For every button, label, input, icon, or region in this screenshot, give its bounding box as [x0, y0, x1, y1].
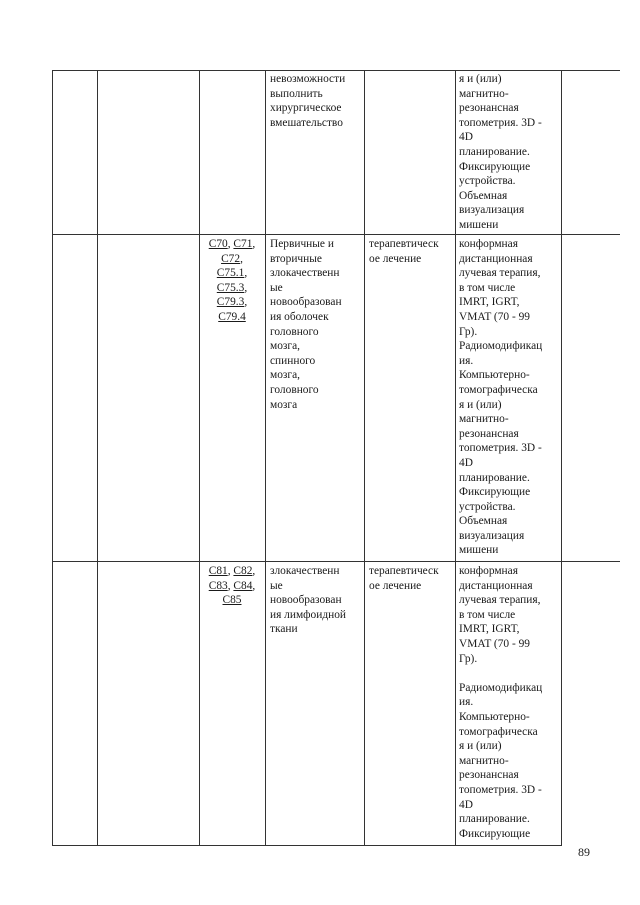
method-text-line: конформная: [459, 238, 518, 250]
icd-code-line: [200, 593, 264, 608]
method-text-line: Компьютерно-: [459, 369, 530, 382]
icd-code-link[interactable]: C82: [233, 565, 253, 577]
condition-text-line: злокачественн: [270, 267, 340, 280]
method-text-line: резонансная: [459, 427, 519, 440]
icd-code-line: [200, 564, 264, 579]
method-text-line: IMRT, IGRT,: [459, 623, 520, 636]
method-text-line: Объемная: [459, 189, 508, 202]
condition-text-line: ия оболочек: [270, 310, 329, 323]
icd-code-link[interactable]: C70: [208, 238, 228, 250]
row3-codes-cell: [200, 564, 264, 608]
method-text-line: топометрия. 3D -: [459, 783, 542, 796]
condition-text-line: новообразован: [270, 296, 342, 309]
method-text-line: планирование.: [459, 145, 530, 158]
icd-code-line: [200, 281, 264, 296]
table-top-border: [52, 70, 620, 71]
col-border-6: [561, 70, 562, 846]
code-separator: ,: [240, 252, 243, 265]
method-text-line: устройства.: [459, 500, 516, 513]
icd-code-line: [200, 237, 264, 252]
code-separator: ,: [227, 579, 234, 592]
condition-text-line: злокачественн: [270, 565, 340, 577]
icd-code-link[interactable]: C79.3: [216, 296, 245, 309]
icd-code-line: [200, 252, 264, 267]
method-text-line: Радиомодификац: [459, 681, 543, 694]
method-text-line: устройства.: [459, 175, 516, 188]
row1-condition-cell: [270, 72, 364, 130]
condition-text-line: головного: [270, 325, 319, 338]
code-separator: ,: [252, 565, 256, 577]
icd-code-line: [200, 295, 264, 310]
icd-code-link[interactable]: C75.1: [216, 267, 245, 280]
icd-code-link[interactable]: C71: [233, 238, 253, 250]
treatment-text-line: ое лечение: [369, 579, 422, 592]
method-text-line: IMRT, IGRT,: [459, 296, 520, 309]
condition-text-line: хирургическое: [270, 102, 342, 115]
table-bottom-border: [52, 845, 562, 846]
icd-code-link[interactable]: C81: [208, 565, 228, 577]
method-text-line: 4D: [459, 131, 473, 144]
method-text-line: VMAT (70 - 99: [459, 310, 530, 323]
code-separator: ,: [227, 565, 234, 577]
icd-code-line: [200, 266, 264, 281]
condition-text-line: ткани: [270, 623, 298, 636]
condition-text-line: спинного: [270, 354, 316, 367]
row2-condition-cell: [270, 237, 364, 412]
method-text-line: Фиксирующие: [459, 827, 531, 840]
icd-code-link[interactable]: C84: [233, 579, 253, 592]
method-text-line: [459, 666, 561, 681]
method-text-line: ия.: [459, 354, 474, 367]
method-text-line: резонансная: [459, 769, 519, 782]
icd-code-link[interactable]: C79.4: [218, 310, 246, 323]
method-text-line: томографическа: [459, 383, 538, 396]
method-text-line: дистанционная: [459, 579, 533, 592]
condition-text-line: мозга,: [270, 340, 300, 353]
method-text-line: мишени: [459, 218, 499, 231]
method-text-line: Гр).: [459, 652, 478, 665]
row3-treatment-cell: [369, 564, 455, 593]
icd-code-link[interactable]: C83: [208, 579, 228, 592]
col-border-2: [199, 70, 200, 846]
condition-text-line: ые: [270, 281, 283, 294]
method-text-line: планирование.: [459, 813, 530, 826]
col-border-3: [265, 70, 266, 846]
method-text-line: магнитно-: [459, 87, 509, 100]
row2-codes-cell: [200, 237, 264, 325]
method-text-line: топометрия. 3D -: [459, 116, 542, 129]
row1-method-cell: [459, 72, 561, 233]
method-text-line: резонансная: [459, 102, 519, 115]
method-text-line: планирование.: [459, 471, 530, 484]
condition-text-line: головного: [270, 383, 319, 396]
treatment-text-line: ое лечение: [369, 252, 422, 265]
method-text-line: в том числе: [459, 281, 516, 294]
icd-code-link[interactable]: C85: [222, 594, 242, 607]
code-separator: ,: [252, 579, 256, 592]
code-separator: ,: [252, 238, 256, 250]
icd-code-link[interactable]: C75.3: [216, 281, 245, 294]
method-text-line: Фиксирующие: [459, 160, 531, 173]
method-text-line: лучевая терапия,: [459, 594, 541, 607]
method-text-line: Фиксирующие: [459, 486, 531, 499]
method-text-line: дистанционная: [459, 252, 533, 265]
method-text-line: визуализация: [459, 529, 525, 542]
method-text-line: я и (или): [459, 73, 502, 85]
condition-text-line: мозга: [270, 398, 298, 411]
icd-code-link[interactable]: C72: [221, 252, 241, 265]
condition-text-line: мозга,: [270, 369, 300, 382]
page-number: 89: [578, 845, 590, 859]
row3-method-cell: [459, 564, 561, 841]
row3-condition-cell: [270, 564, 364, 637]
col-border-4: [364, 70, 365, 846]
condition-text-line: вмешательство: [270, 116, 343, 129]
code-separator: ,: [244, 267, 248, 280]
method-text-line: визуализация: [459, 204, 525, 217]
condition-text-line: выполнить: [270, 87, 323, 100]
method-text-line: в том числе: [459, 608, 516, 621]
method-text-line: я и (или): [459, 740, 502, 753]
method-text-line: лучевая терапия,: [459, 267, 541, 280]
method-text-line: 4D: [459, 798, 473, 811]
method-text-line: я и (или): [459, 398, 502, 411]
method-text-line: Гр).: [459, 325, 478, 338]
condition-text-line: вторичные: [270, 252, 322, 265]
treatment-text-line: терапевтическ: [369, 565, 439, 577]
method-text-line: конформная: [459, 565, 518, 577]
method-text-line: магнитно-: [459, 754, 509, 767]
condition-text-line: новообразован: [270, 594, 342, 607]
row-divider-2: [52, 561, 620, 562]
method-text-line: ия.: [459, 696, 474, 709]
method-text-line: VMAT (70 - 99: [459, 637, 530, 650]
condition-text-line: ия лимфоидной: [270, 608, 347, 621]
method-text-line: магнитно-: [459, 413, 509, 426]
method-text-line: Радиомодификац: [459, 340, 543, 353]
code-separator: ,: [227, 238, 234, 250]
condition-text-line: Первичные и: [270, 238, 334, 250]
col-border-1: [97, 70, 98, 846]
method-text-line: 4D: [459, 456, 473, 469]
condition-text-line: невозможности: [270, 73, 346, 85]
icd-code-line: [200, 579, 264, 594]
method-text-line: Объемная: [459, 515, 508, 528]
col-border-5: [455, 70, 456, 846]
code-separator: ,: [244, 296, 248, 309]
condition-text-line: ые: [270, 579, 283, 592]
method-text-line: мишени: [459, 544, 499, 557]
col-border-0: [52, 70, 53, 846]
method-text-line: топометрия. 3D -: [459, 442, 542, 455]
code-separator: ,: [244, 281, 248, 294]
icd-code-line: [200, 310, 264, 325]
method-text-line: Компьютерно-: [459, 710, 530, 723]
row2-treatment-cell: [369, 237, 455, 266]
row2-method-cell: [459, 237, 561, 558]
row-divider-1: [52, 234, 620, 235]
treatment-text-line: терапевтическ: [369, 238, 439, 250]
method-text-line: томографическа: [459, 725, 538, 738]
